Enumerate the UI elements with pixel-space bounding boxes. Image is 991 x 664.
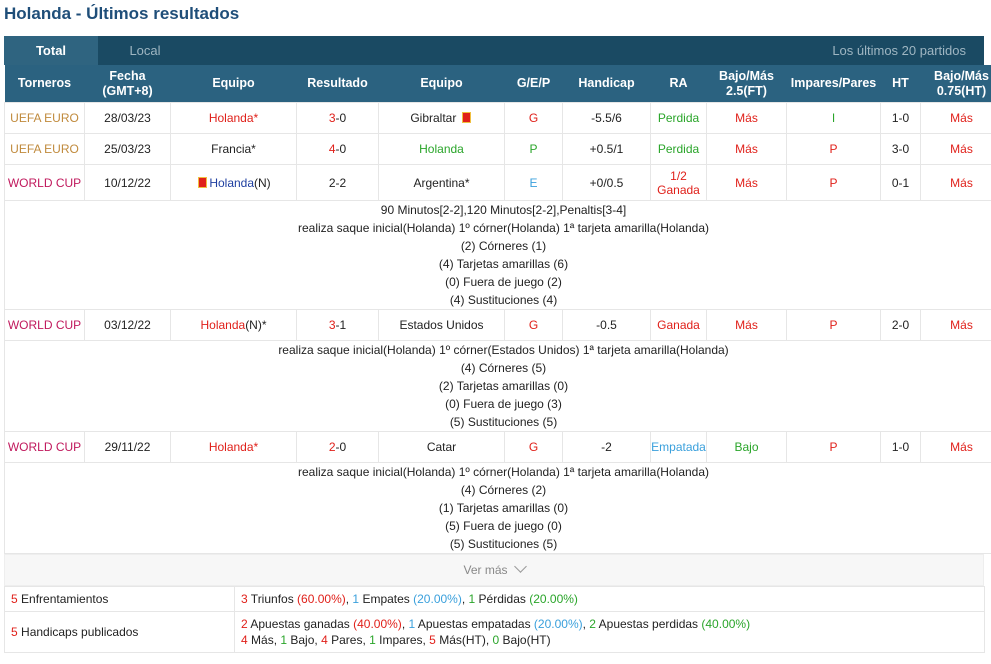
table-header	[5, 65, 991, 103]
red-card-icon	[462, 112, 471, 123]
home-team-cell[interactable]	[171, 165, 297, 201]
count: 2	[241, 617, 248, 631]
score-home: 2	[328, 440, 336, 454]
handicap-cell: +0.5/1	[563, 134, 651, 165]
label: Apuestas ganadas	[247, 617, 354, 631]
label: Bajo(HT)	[499, 633, 551, 647]
impares-pares-cell: P	[787, 432, 881, 463]
bajo-mas-cell: Más	[707, 103, 787, 134]
ra-cell: Perdida	[651, 103, 707, 134]
bajo-mas-ht-cell: Más	[921, 432, 991, 463]
score-cell[interactable]	[297, 310, 379, 341]
match-detail	[5, 201, 991, 310]
page-title: Holanda - Últimos resultados	[4, 4, 240, 23]
count: 2	[589, 617, 596, 631]
label: Apuestas perdidas	[595, 617, 702, 631]
match-detail-row	[5, 201, 991, 310]
label: Pares,	[327, 633, 370, 647]
bajo-mas-ht-cell: Más	[921, 134, 991, 165]
label: Empates	[359, 592, 414, 606]
impares-pares-cell: P	[787, 310, 881, 341]
away-team-cell[interactable]: Estados Unidos	[379, 310, 505, 341]
summary-label	[5, 612, 235, 653]
ht-cell: 3-0	[881, 134, 921, 165]
percent: (40.00%)	[353, 617, 402, 631]
away-team-cell[interactable]	[379, 165, 505, 201]
handicap-cell: -5.5/6	[563, 103, 651, 134]
bajo-mas-cell: Más	[707, 134, 787, 165]
home-team-name: Holanda	[200, 318, 246, 332]
date-cell: 29/11/22	[85, 432, 171, 463]
score-away: -1	[335, 318, 347, 332]
home-team-cell[interactable]	[171, 134, 297, 165]
detail-line: (5) Sustituciones (5)	[449, 415, 558, 429]
percent: (60.00%)	[297, 592, 346, 606]
count: 1	[352, 592, 360, 606]
label: Handicaps publicados	[17, 625, 139, 639]
bajo-mas-cell: Bajo	[707, 432, 787, 463]
handicap-cell: +0/0.5	[563, 165, 651, 201]
see-more-button[interactable]	[4, 554, 984, 586]
gep-cell: G	[505, 310, 563, 341]
league-cell[interactable]: UEFA EURO	[5, 103, 85, 134]
neutral-marker: (N)*	[245, 318, 267, 332]
match-detail	[5, 341, 991, 432]
date-cell: 03/12/22	[85, 310, 171, 341]
see-more-label: Ver más	[463, 563, 508, 577]
ht-cell: 1-0	[881, 432, 921, 463]
label: Apuestas empatadas	[415, 617, 534, 631]
score-cell[interactable]	[297, 432, 379, 463]
detail-line: realiza saque inicial(Holanda) 1º córner(Estados Unidos) 1ª tarjeta amarilla(Holanda)	[278, 343, 729, 357]
header-resultado: Resultado	[297, 65, 379, 103]
percent: (40.00%)	[701, 617, 751, 631]
label: Enfrentamientos	[17, 592, 109, 606]
detail-line: (5) Sustituciones (5)	[449, 537, 558, 551]
score-cell[interactable]	[297, 103, 379, 134]
ht-cell: 2-0	[881, 310, 921, 341]
results-table	[4, 65, 991, 554]
tab-bar	[4, 36, 984, 65]
table-row	[5, 432, 991, 463]
away-team-name: Gibraltar	[410, 111, 457, 125]
score-cell[interactable]	[297, 134, 379, 165]
home-team-name: Holanda	[209, 175, 255, 190]
home-team-cell[interactable]	[171, 310, 297, 341]
count: 5	[11, 625, 18, 639]
league-cell[interactable]: WORLD CUP	[5, 310, 85, 341]
away-team-cell[interactable]: Catar	[379, 432, 505, 463]
header-bajo-mas-ht: Bajo/Más 0.75(HT)	[921, 65, 991, 103]
score-home: 4	[328, 142, 336, 156]
detail-line: (5) Fuera de juego (0)	[445, 519, 562, 533]
table-row	[5, 103, 991, 134]
label: Más(HT),	[435, 633, 493, 647]
detail-line: (0) Fuera de juego (2)	[445, 275, 562, 289]
match-detail-row	[5, 463, 991, 554]
score-cell[interactable]: 2-2	[297, 165, 379, 201]
header-impares-pares: Impares/Pares	[787, 65, 881, 103]
header-equipo-local: Equipo	[171, 65, 297, 103]
home-team-name: Francia*	[211, 142, 256, 156]
home-team-cell[interactable]: Holanda*	[171, 103, 297, 134]
away-team-name: Argentina*	[413, 175, 470, 190]
league-cell[interactable]: UEFA EURO	[5, 134, 85, 165]
count: 3	[241, 592, 248, 606]
detail-line: realiza saque inicial(Holanda) 1º córner(Holanda) 1ª tarjeta amarilla(Holanda)	[297, 465, 710, 479]
summary-row	[5, 612, 985, 653]
neutral-marker: (N)	[254, 175, 271, 190]
date-cell: 25/03/23	[85, 134, 171, 165]
ra-cell: Empatada	[651, 432, 707, 463]
detail-line: 90 Minutos[2-2],120 Minutos[2-2],Penaltis[3-4]	[380, 203, 627, 217]
detail-line: (4) Sustituciones (4)	[449, 293, 558, 307]
percent: (20.00%)	[413, 592, 462, 606]
away-team-cell[interactable]	[379, 103, 505, 134]
ra-cell	[651, 165, 707, 201]
bajo-mas-cell: Más	[707, 310, 787, 341]
gep-cell: P	[505, 134, 563, 165]
count: 1	[280, 633, 288, 647]
count: 1	[468, 592, 476, 606]
table-row	[5, 134, 991, 165]
date-cell: 10/12/22	[85, 165, 171, 201]
header-handicap: Handicap	[563, 65, 651, 103]
handicap-cell: -0.5	[563, 310, 651, 341]
bajo-mas-ht-cell: Más	[921, 165, 991, 201]
label: Impares,	[375, 633, 430, 647]
ra-cell: Perdida	[651, 134, 707, 165]
summary-value: 3 Triunfos (60.00%), 1 Empates (20.00%), 1 Pérdidas (20.00%)	[235, 587, 985, 612]
summary-row	[5, 587, 985, 612]
table-row	[5, 310, 991, 341]
detail-line: (0) Fuera de juego (3)	[445, 397, 562, 411]
impares-pares-cell: P	[787, 134, 881, 165]
handicap-cell: -2	[563, 432, 651, 463]
detail-line: (2) Tarjetas amarillas (0)	[438, 379, 569, 393]
red-card-icon	[198, 177, 207, 188]
count: 1	[369, 633, 376, 647]
last-matches-selector[interactable]: Los últimos 20 partidos	[832, 43, 966, 58]
gep-cell: G	[505, 103, 563, 134]
detail-line: (2) Córneres (1)	[460, 239, 547, 253]
table-row	[5, 165, 991, 201]
score-home: 3	[328, 111, 336, 125]
header-torneros: Torneros	[5, 65, 85, 103]
header-fecha: Fecha (GMT+8)	[85, 65, 171, 103]
impares-pares-cell: P	[787, 165, 881, 201]
ra-result: Ganada	[657, 182, 700, 197]
ra-fraction: 1/2	[670, 168, 687, 183]
ht-cell: 1-0	[881, 103, 921, 134]
header-bajo-mas-ft: Bajo/Más 2.5(FT)	[707, 65, 787, 103]
bajo-mas-cell: Más	[707, 165, 787, 201]
league-cell[interactable]: WORLD CUP	[5, 432, 85, 463]
label: Pérdidas	[475, 592, 530, 606]
count: 0	[492, 633, 500, 647]
percent: (20.00%)	[533, 617, 583, 631]
score-home: 3	[328, 318, 336, 332]
count: 4	[321, 633, 328, 647]
match-detail	[5, 463, 991, 554]
label: Bajo,	[287, 633, 322, 647]
ra-cell: Ganada	[651, 310, 707, 341]
summary-label	[5, 587, 235, 612]
league-cell[interactable]: WORLD CUP	[5, 165, 85, 201]
count: 5	[429, 633, 436, 647]
tab-local[interactable]: Local	[129, 43, 161, 58]
count: 5	[11, 592, 18, 606]
match-detail-row	[5, 341, 991, 432]
home-team-cell[interactable]: Holanda*	[171, 432, 297, 463]
gep-cell: G	[505, 432, 563, 463]
detail-line: (1) Tarjetas amarillas (0)	[438, 501, 569, 515]
detail-line: (4) Córneres (5)	[460, 361, 547, 375]
count: 1	[408, 617, 416, 631]
score-away: -0	[335, 111, 347, 125]
detail-line: (4) Tarjetas amarillas (6)	[438, 257, 569, 271]
header-ra: RA	[651, 65, 707, 103]
percent: (20.00%)	[529, 592, 578, 606]
label: Más,	[247, 633, 281, 647]
label: Triunfos	[247, 592, 298, 606]
impares-pares-cell: I	[787, 103, 881, 134]
away-team-cell[interactable]: Holanda	[379, 134, 505, 165]
detail-line: (4) Córneres (2)	[460, 483, 547, 497]
count: 4	[241, 633, 248, 647]
chevron-down-icon	[514, 560, 527, 573]
header-gep: G/E/P	[505, 65, 563, 103]
bajo-mas-ht-cell: Más	[921, 103, 991, 134]
summary-value: 2 Apuestas ganadas (40.00%), 1 Apuestas empatadas (20.00%), 2 Apuestas perdidas (40.00%) 4 Más, 1 Bajo, 4 Pares, 1 Impares, 5 Más(HT), 0 Bajo(HT)	[235, 612, 985, 653]
header-equipo-visitante: Equipo	[379, 65, 505, 103]
gep-cell: E	[505, 165, 563, 201]
score-away: -0	[335, 440, 347, 454]
date-cell: 28/03/23	[85, 103, 171, 134]
score-away: -0	[335, 142, 347, 156]
ht-cell: 0-1	[881, 165, 921, 201]
bajo-mas-ht-cell: Más	[921, 310, 991, 341]
summary-table	[4, 586, 985, 653]
detail-line: realiza saque inicial(Holanda) 1º córner(Holanda) 1ª tarjeta amarilla(Holanda)	[297, 221, 710, 235]
tab-total[interactable]: Total	[4, 36, 98, 65]
header-ht: HT	[881, 65, 921, 103]
